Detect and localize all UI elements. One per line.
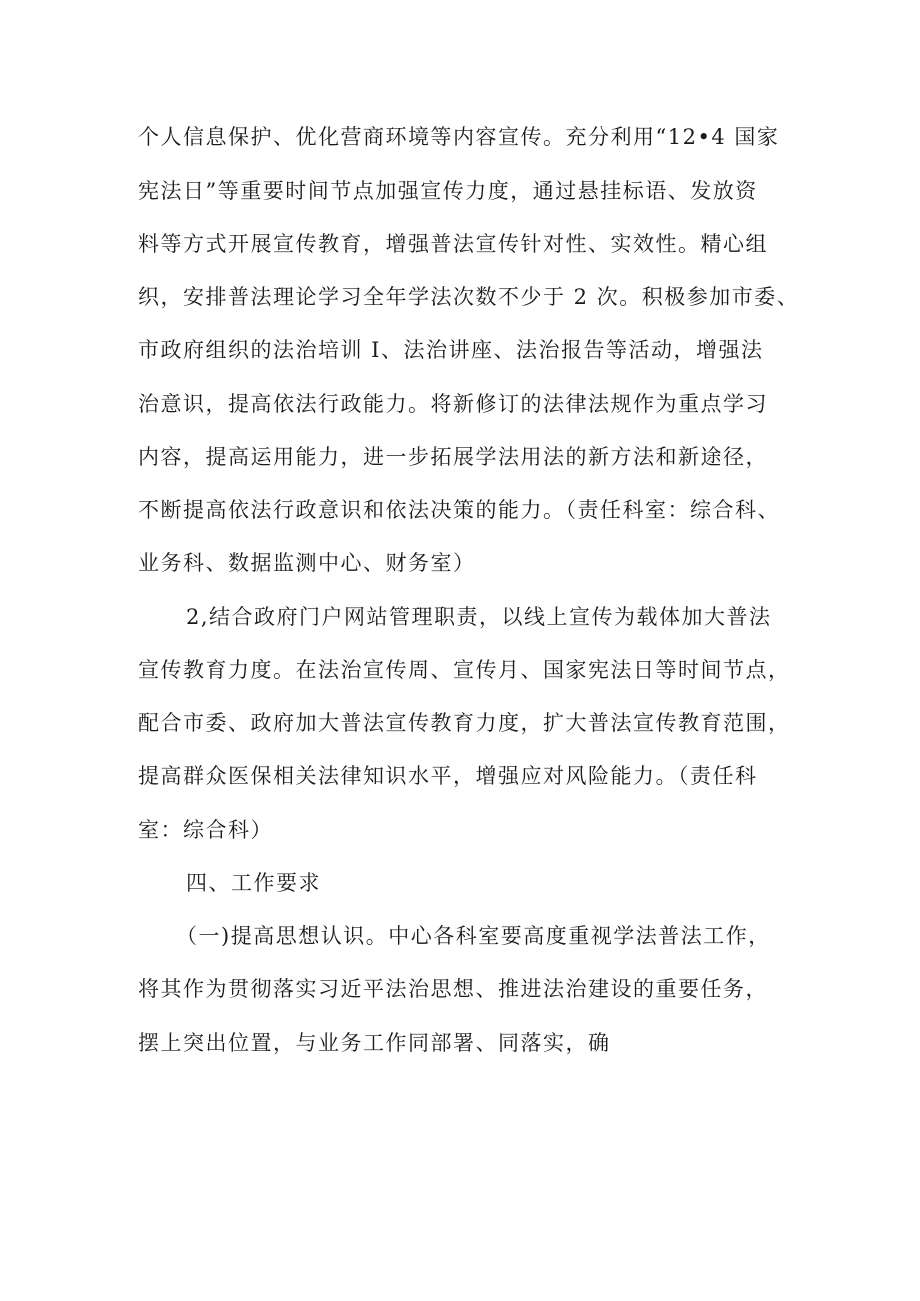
paragraph-line: 个人信息保护、优化营商环境等内容宣传。充分利用“12•4 国家 — [138, 125, 780, 149]
paragraph-line: 业务科、数据监测中心、财务室） — [138, 551, 476, 575]
paragraph-line: 市政府组织的法治培训 I、法治讲座、法治报告等活动，增强法 — [138, 338, 764, 362]
paragraph-line: 内容，提高运用能力，进一步拓展学法用法的新方法和新途径， — [138, 445, 768, 469]
section-heading: 四、工作要求 — [186, 871, 321, 895]
paragraph-line: 宣传教育力度。在法治宣传周、宣传月、国家宪法日等时间节点， — [138, 658, 791, 682]
paragraph-line: 提高群众医保相关法律知识水平，增强应对风险能力。（责任科 — [138, 764, 758, 788]
paragraph-line: 宪法日”等重要时间节点加强宣传力度，通过悬挂标语、发放资 — [138, 179, 758, 203]
paragraph-line: 配合市委、政府加大普法宣传教育力度，扩大普法宣传教育范围， — [138, 711, 791, 735]
paragraph-line: 织，安排普法理论学习全年学法次数不少于 2 次。积极参加市委、 — [138, 285, 800, 309]
paragraph-line: 不断提高依法行政意识和依法决策的能力。（责任科室：综合科、 — [138, 498, 780, 522]
paragraph-line: 摆上突出位置，与业务工作同部署、同落实，确 — [138, 1031, 611, 1055]
paragraph-line: 将其作为贯彻落实习近平法治思想、推进法治建设的重要任务， — [138, 977, 768, 1001]
paragraph-line: 室：综合科） — [138, 818, 273, 842]
paragraph-line: 治意识，提高依法行政能力。将新修订的法律法规作为重点学习 — [138, 392, 768, 416]
paragraph-line: （一)提高思想认识。中心各科室要高度重视学法普法工作， — [176, 924, 771, 948]
paragraph-line: 料等方式开展宣传教育，增强普法宣传针对性、实效性。精心组 — [138, 232, 768, 256]
paragraph-line: 2,结合政府门户网站管理职责，以线上宣传为载体加大普法 — [186, 605, 772, 629]
